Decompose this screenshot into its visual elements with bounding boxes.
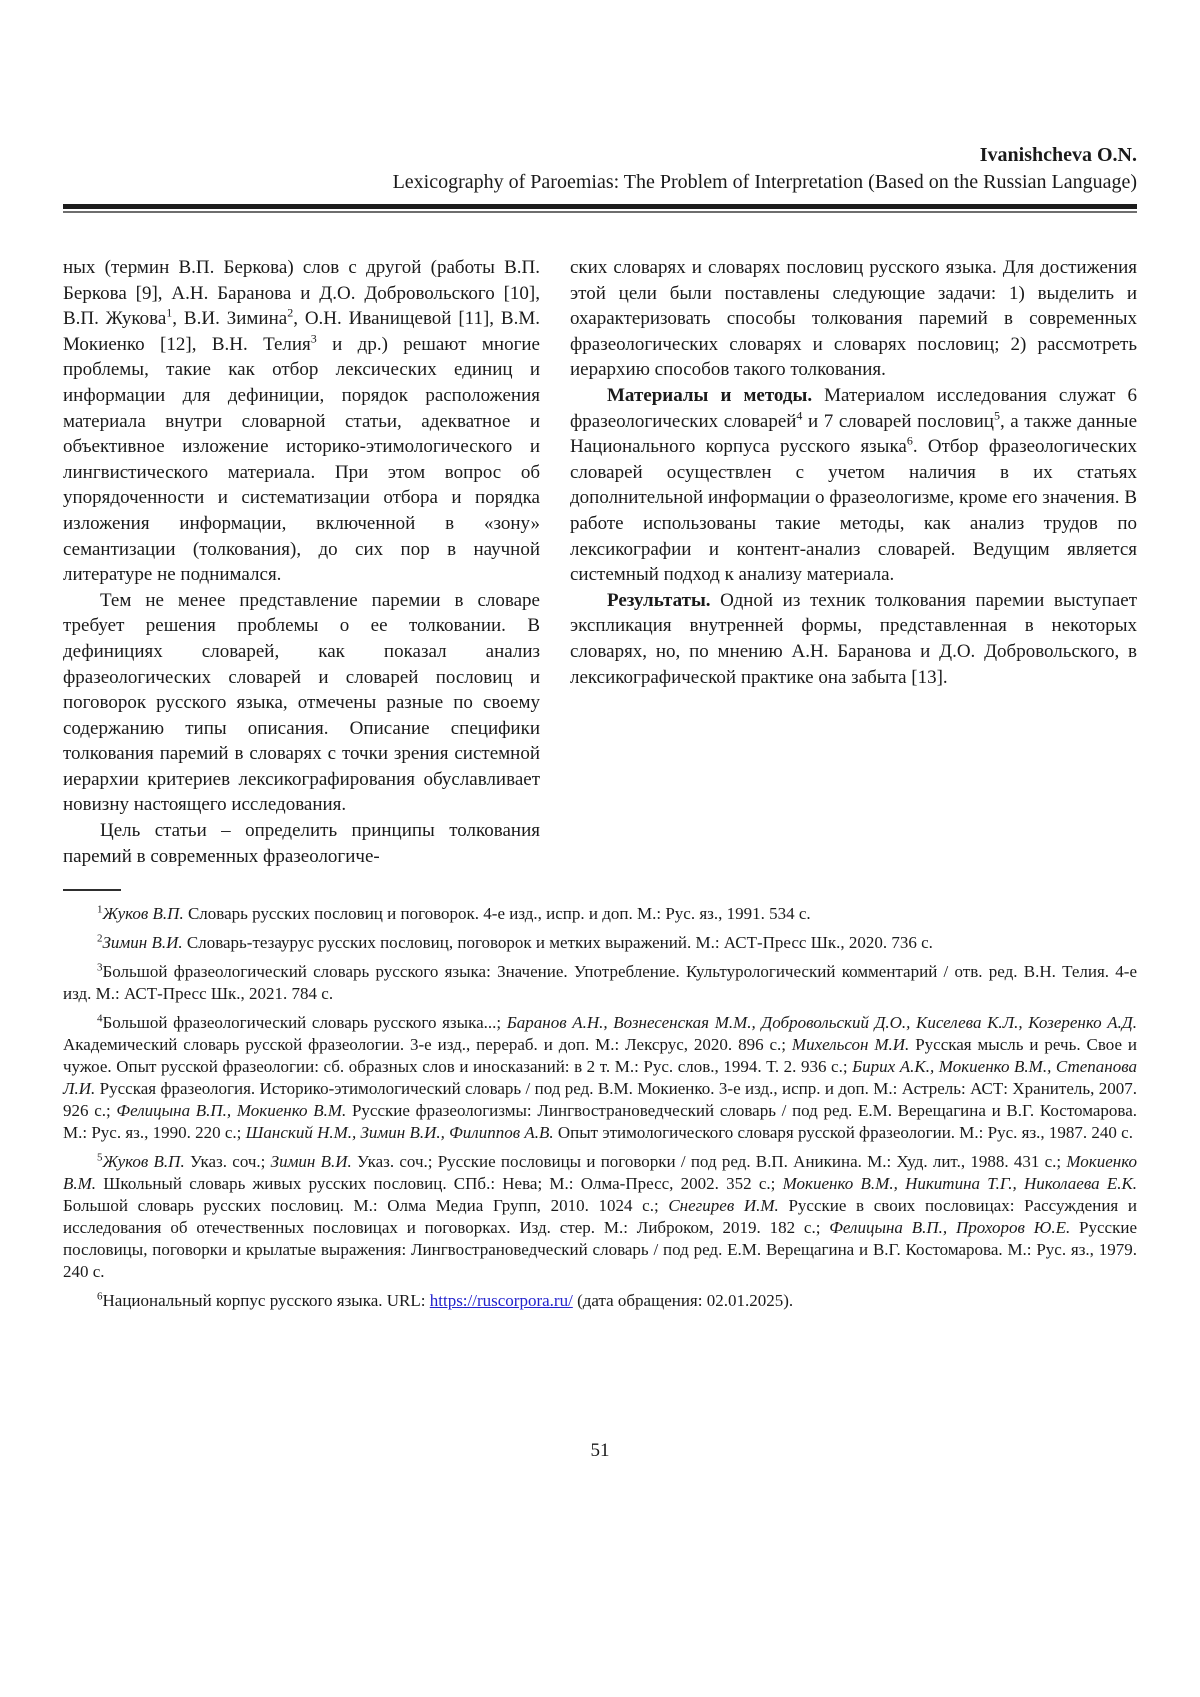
text-run: Жуков В.П. (102, 1152, 185, 1172)
text-run: Русские фразеологизмы: Лингвострановедческий словарь / под ред. Е.М. Верещагина и В.Г. Костомарова. М.: Рус. яз., 1990. 220 с.; (63, 1101, 1137, 1143)
header-author: Ivanishcheva O.N. (979, 144, 1137, 166)
text-run: и др.) решают многие проблемы, такие как отбор лексических единиц и информации для дефиниции, порядок расположения материала внутри словарной статьи, адекватное и объективное изложение историко-этимологического и лингвистического материала. При этом вопрос об упорядоченности и систематизации отбора и порядка изложения информации, включенной в «зону» семантизации (толкования), до сих пор в научной литературе не поднимался. (63, 333, 540, 586)
left-column (63, 255, 540, 869)
text-run: Тем не менее представление паремии в словаре требует решения проблемы о ее толковании. В дефинициях словарей, как показал анализ фразеологических словарей и словарей пословиц и поговорок русского языка, отмечены разные по своему содержанию типы описания. Описание специфики толкования паремий в словарях с точки зрения системной иерархии критериев лексикографирования обуславливает новизну настоящего исследования. (63, 589, 540, 816)
footnote-separator (63, 889, 121, 891)
footnote (63, 1290, 1137, 1312)
footnote-marker: 4 (97, 1012, 103, 1025)
text-run: Материалом исследования служат 6 фразеологических словарей (570, 384, 1137, 432)
text-run: Большой фразеологический словарь русского языка: Значение. Употребление. Культурологический комментарий / отв. ред. В.Н. Телия. 4-е изд. М.: АСТ-Пресс Шк., 2021. 784 с. (63, 962, 1137, 1004)
body-paragraph (570, 255, 1137, 383)
footnote-marker: 4 (796, 408, 803, 423)
text-run: Академический словарь русской фразеологии. 3-е изд., перераб. и доп. М.: Лексрус, 2020. 896 с.; (63, 1035, 792, 1055)
text-run: Материалы и методы. (607, 384, 813, 406)
text-run: Словарь русских пословиц и поговорок. 4-е изд., испр. и доп. М.: Рус. яз., 1991. 534 с. (183, 904, 811, 924)
text-run: Одной из техник толкования паремии выступает экспликация внутренней формы, представленная в некоторых словарях, но, по мнению А.Н. Баранова и Д.О. Добровольского, в лексикографической практике она забыта [13]. (570, 589, 1137, 688)
text-run: Бирих А.К., Мокиенко В.М., Степанова Л.И. (63, 1057, 1137, 1099)
text-run: . Отбор фразеологических словарей осуществлен с учетом наличия в их статьях дополнительной информации о фразеологизме, кроме его значения. В работе использованы такие методы, как анализ трудов по лексикографии и контент-анализ словарей. Ведущим является системный подход к анализу материала. (570, 436, 1137, 586)
text-run: Русская мысль и речь. Свое и чужое. Опыт русской фразеологии: сб. образных слов и иносказаний: в 2 т. М.: Рус. слов., 1994. Т. 2. 936 с.; (63, 1035, 1137, 1077)
footnote-marker: 2 (97, 932, 103, 945)
footnote (63, 1012, 1137, 1144)
text-run: Школьный словарь живых русских пословиц. СПб.: Нева; М.: Олма-Пресс, 2002. 352 с.; (96, 1174, 783, 1194)
text-run: Русская фразеология. Историко-этимологический словарь / под ред. В.М. Мокиенко. 3-е изд., испр. и доп. М.: Астрель: АСТ: Хранитель, 2007. 926 с.; (63, 1079, 1137, 1121)
text-run: Жуков В.П. (102, 904, 184, 924)
footnote-url-link[interactable]: https://ruscorpora.ru/ (429, 1291, 573, 1311)
footnote-marker: 5 (97, 1151, 103, 1164)
body-columns (63, 255, 1137, 869)
footnote-marker: 5 (993, 408, 1000, 423)
text-run: Русские в своих пословицах: Рассуждения и исследования об отечественных пословицах и поговорках. Изд. стер. М.: Либроком, 2019. 182 с.; (63, 1196, 1137, 1238)
text-run: Баранов А.Н., Вознесенская М.М., Добровольский Д.О., Киселева К.Л., Козеренко А.Д. (506, 1013, 1137, 1033)
text-run: ных (термин В.П. Беркова) слов с другой (работы В.П. Беркова [9], А.Н. Баранова и Д.О. Добровольского [10], В.П. Жукова (63, 257, 540, 330)
text-run: (дата обращения: 02.01.2025). (572, 1291, 794, 1311)
header-rule-thick (63, 204, 1137, 209)
text-run: Фелицына В.П., Прохоров Ю.Е. (829, 1218, 1071, 1238)
text-run: Михельсон М.И. (791, 1035, 910, 1055)
text-run: Русские пословицы, поговорки и крылатые выражения: Лингвострановедческий словарь / под ред. Е.М. Верещагина и В.Г. Костомарова. М.: Рус. яз., 1979. 240 с. (63, 1218, 1138, 1282)
text-run: Большой словарь русских пословиц. М.: Олма Медиа Групп, 2010. 1024 с.; (63, 1196, 669, 1216)
footnote-marker: 2 (287, 305, 294, 320)
text-run: Фелицына В.П., Мокиенко В.М. (116, 1101, 347, 1121)
header-rule-thin (63, 211, 1137, 213)
text-run: Указ. соч.; Русские пословицы и поговорки / под ред. В.П. Аникина. М.: Худ. лит., 1988. 431 с.; (351, 1152, 1067, 1172)
footnote-marker: 1 (97, 903, 103, 916)
text-run: Цель статьи – определить принципы толкования паремий в современных фразеологиче- (63, 820, 540, 867)
footnote-marker: 1 (166, 305, 173, 320)
footnote-marker: 6 (97, 1290, 103, 1303)
footnote-marker: 3 (97, 961, 103, 974)
page-number: 51 (590, 1440, 610, 1461)
body-paragraph (570, 383, 1137, 588)
text-run: Шанский Н.М., Зимин В.И., Филиппов А.В. (245, 1123, 554, 1143)
text-run: Зимин В.И. (102, 933, 183, 953)
right-column (570, 255, 1137, 869)
text-run: Национальный корпус русского языка. URL: (102, 1291, 430, 1311)
text-run: Результаты. (607, 589, 711, 611)
text-run: Мокиенко В.М., Никитина Т.Г., Николаева Е.К. (782, 1174, 1137, 1194)
text-run: Мокиенко В.М. (63, 1152, 1138, 1194)
footnote (63, 1151, 1137, 1283)
footnote (63, 903, 1137, 925)
text-run: ских словарях и словарях пословиц русского языка. Для достижения этой цели были поставлены следующие задачи: 1) выделить и охарактеризовать способы толкования паремий в современных фразеологических словарях и словарях пословиц; 2) рассмотреть иерархию способов такого толкования. (570, 257, 1137, 381)
text-run: , а также данные Национального корпуса русского языка (570, 410, 1137, 458)
body-paragraph (63, 588, 540, 818)
text-run: Словарь-тезаурус русских пословиц, поговорок и метких выражений. М.: АСТ-Пресс Шк., 2020. 736 с. (182, 933, 933, 953)
footnote-marker: 6 (906, 433, 913, 448)
header-double-rule (63, 204, 1137, 213)
text-run: Снегирев И.М. (668, 1196, 779, 1216)
footnote (63, 932, 1137, 954)
footnote (63, 961, 1137, 1005)
text-run: Большой фразеологический словарь русского языка...; (102, 1013, 507, 1033)
text-run: Опыт этимологического словаря русской фразеологии. М.: Рус. яз., 1987. 240 с. (553, 1123, 1133, 1143)
body-paragraph (570, 588, 1137, 690)
body-paragraph (63, 255, 540, 588)
text-run: , О.Н. Иванищевой [11], В.М. Мокиенко [12], В.Н. Телия (63, 308, 540, 355)
header-running-title: Lexicography of Paroemias: The Problem of Interpretation (Based on the Russian Language) (392, 171, 1137, 193)
article-header (63, 142, 1137, 196)
text-run: и 7 словарей пословиц (802, 410, 994, 432)
text-run: Зимин В.И. (270, 1152, 352, 1172)
body-paragraph (63, 818, 540, 869)
text-run: Указ. соч.; (184, 1152, 271, 1172)
text-run: , В.И. Зимина (172, 308, 288, 330)
footnote-marker: 3 (310, 331, 317, 346)
footnotes-section (63, 903, 1137, 1312)
